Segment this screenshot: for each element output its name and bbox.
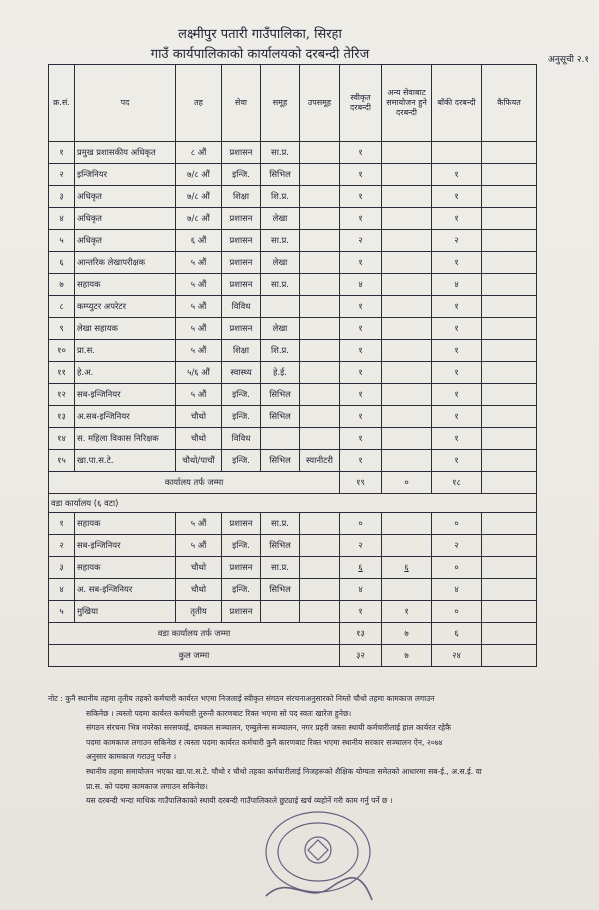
cell-subgroup <box>300 557 340 579</box>
office-rows <box>49 142 537 472</box>
cell-group: हे.ई. <box>261 362 300 384</box>
cell-post: सब-इन्जिनियर <box>75 535 176 557</box>
annex-label: अनुसूची २.१ <box>548 55 590 65</box>
cell-sanctioned: १ <box>340 450 382 472</box>
cell-sn: २ <box>49 164 75 186</box>
cell-sn: ५ <box>49 230 75 252</box>
cell-sanctioned: ० <box>340 513 382 535</box>
cell-sn: १५ <box>49 450 75 472</box>
table-row <box>49 230 537 252</box>
cell-sanctioned: ४ <box>340 579 382 601</box>
table-row <box>49 142 537 164</box>
cell-group: सिभिल <box>261 384 300 406</box>
cell-remarks <box>482 601 537 623</box>
cell-level: ८ औं <box>176 142 222 164</box>
cell-adjusted <box>382 513 432 535</box>
cell-service: प्रशासन <box>222 601 261 623</box>
cell-level: ५ औं <box>176 296 222 318</box>
cell-service: इन्जि. <box>222 164 261 186</box>
ward-total-adjusted: ७ <box>382 623 432 645</box>
cell-service: स्वास्थ्य <box>222 362 261 384</box>
cell-post: सहायक <box>75 274 176 296</box>
cell-sanctioned: १ <box>340 186 382 208</box>
cell-sn: ५ <box>49 601 75 623</box>
cell-remarks <box>482 142 537 164</box>
cell-remaining: १ <box>432 428 482 450</box>
cell-group: सिभिल <box>261 579 300 601</box>
grand-total-adjusted: ७ <box>382 645 432 667</box>
col-subgroup: उपसमूह <box>300 65 340 142</box>
cell-remaining: २ <box>432 535 482 557</box>
cell-adjusted <box>382 340 432 362</box>
cell-remarks <box>482 340 537 362</box>
cell-remarks <box>482 296 537 318</box>
cell-remarks <box>482 535 537 557</box>
cell-sn: ८ <box>49 296 75 318</box>
cell-sn: ११ <box>49 362 75 384</box>
cell-adjusted <box>382 274 432 296</box>
cell-level: ५/६ औं <box>176 362 222 384</box>
cell-level: ५ औं <box>176 340 222 362</box>
cell-adjusted <box>382 252 432 274</box>
cell-remaining: १ <box>432 164 482 186</box>
cell-level: चौथो <box>176 557 222 579</box>
cell-remarks <box>482 579 537 601</box>
col-adjusted: अन्य सेवाबाट समायोजन हुने दरबन्दी <box>382 65 432 142</box>
cell-level: ५ औं <box>176 318 222 340</box>
cell-post: सहायक <box>75 557 176 579</box>
cell-sn: ६ <box>49 252 75 274</box>
cell-group <box>261 296 300 318</box>
table-row <box>49 362 537 384</box>
cell-sn: १३ <box>49 406 75 428</box>
cell-service: इन्जि. <box>222 535 261 557</box>
cell-adjusted <box>382 296 432 318</box>
cell-level: ५ औं <box>176 535 222 557</box>
cell-remaining: १ <box>432 406 482 428</box>
cell-sn: ७ <box>49 274 75 296</box>
cell-group: सा.प्र. <box>261 274 300 296</box>
cell-level: ५ औं <box>176 384 222 406</box>
note-line: संगठन संरचना भित्र नपरेका सरसफाई, दमकल सञ्चालन, एम्बुलेन्स सञ्चालन, नगर प्रहरी जस्ता स्थायी कर्मचारीलाई हाल कार्यरत रहेकै <box>86 723 451 733</box>
cell-post: अधिकृत <box>75 230 176 252</box>
cell-remarks <box>482 428 537 450</box>
cell-remaining: ० <box>432 601 482 623</box>
cell-level: ५ औं <box>176 513 222 535</box>
cell-post: मुखिया <box>75 601 176 623</box>
cell-remarks <box>482 557 537 579</box>
cell-sn: १ <box>49 513 75 535</box>
cell-service: विविध <box>222 428 261 450</box>
cell-adjusted <box>382 450 432 472</box>
cell-adjusted <box>382 142 432 164</box>
cell-remaining: १ <box>432 208 482 230</box>
cell-group: सिभिल <box>261 450 300 472</box>
cell-post: खा.पा.स.टे. <box>75 450 176 472</box>
cell-remarks <box>482 406 537 428</box>
note-line: अनुसार कामकाज गराउनु पर्नेछ । <box>86 752 177 762</box>
cell-remaining: १ <box>432 318 482 340</box>
cell-level: ६ औं <box>176 230 222 252</box>
cell-subgroup <box>300 296 340 318</box>
cell-remarks <box>482 362 537 384</box>
table-row <box>49 579 537 601</box>
grand-total-row <box>49 645 537 667</box>
cell-remaining <box>432 142 482 164</box>
cell-group <box>261 428 300 450</box>
cell-sn: ४ <box>49 208 75 230</box>
cell-group: सिभिल <box>261 535 300 557</box>
table-row <box>49 428 537 450</box>
cell-group: सिभिल <box>261 164 300 186</box>
municipality-title: लक्ष्मीपुर पतारी गाउँपालिका, सिरहा <box>178 27 342 42</box>
cell-sn: ९ <box>49 318 75 340</box>
cell-adjusted <box>382 362 432 384</box>
staffing-table <box>48 64 537 667</box>
cell-post: लेखा सहायक <box>75 318 176 340</box>
cell-sanctioned: १ <box>340 601 382 623</box>
cell-group: सा.प्र. <box>261 230 300 252</box>
cell-subgroup <box>300 208 340 230</box>
cell-adjusted <box>382 579 432 601</box>
cell-adjusted <box>382 535 432 557</box>
cell-post: अधिकृत <box>75 186 176 208</box>
cell-level: ७/८ औं <box>176 208 222 230</box>
col-group: समूह <box>261 65 300 142</box>
ward-total-remaining: ६ <box>432 623 482 645</box>
ward-total-row <box>49 623 537 645</box>
cell-adjusted <box>382 428 432 450</box>
cell-service: प्रशासन <box>222 230 261 252</box>
cell-subgroup <box>300 252 340 274</box>
cell-remarks <box>482 513 537 535</box>
cell-post: प्रा.स. <box>75 340 176 362</box>
cell-remaining: ० <box>432 557 482 579</box>
cell-level: चौथो/पाचौं <box>176 450 222 472</box>
cell-post: कम्प्युटर अपरेटर <box>75 296 176 318</box>
cell-sanctioned: १ <box>340 296 382 318</box>
cell-subgroup <box>300 406 340 428</box>
cell-service: प्रशासन <box>222 557 261 579</box>
cell-sanctioned: ६ <box>340 557 382 579</box>
cell-service: इन्जि. <box>222 406 261 428</box>
cell-remaining: ४ <box>432 579 482 601</box>
office-total-remaining: १८ <box>432 472 482 494</box>
col-post: पद <box>75 65 176 142</box>
cell-adjusted <box>382 164 432 186</box>
note-line: यस दरबन्दी भन्दा माथिक गाउँपालिकाको स्थायी दरबन्दी गाउँपालिकाले छुट्याई खर्च व्यहोर्ने गरी काम गर्नु पर्ने छ । <box>86 796 393 806</box>
cell-subgroup <box>300 428 340 450</box>
cell-group: सा.प्र. <box>261 142 300 164</box>
cell-post: अ.सब-इन्जिनियर <box>75 406 176 428</box>
col-level: तह <box>176 65 222 142</box>
ward-section-label: वडा कार्यालय (६ वटा) <box>49 494 537 513</box>
cell-service: प्रशासन <box>222 208 261 230</box>
grand-total-sanctioned: ३२ <box>340 645 382 667</box>
cell-adjusted <box>382 384 432 406</box>
cell-remarks <box>482 164 537 186</box>
cell-sanctioned: १ <box>340 406 382 428</box>
cell-subgroup <box>300 318 340 340</box>
cell-group: शि.प्र. <box>261 186 300 208</box>
cell-remaining: २ <box>432 230 482 252</box>
cell-group: लेखा <box>261 318 300 340</box>
cell-remaining: १ <box>432 186 482 208</box>
cell-remaining: ० <box>432 513 482 535</box>
cell-sanctioned: १ <box>340 252 382 274</box>
cell-level: ७/८ औं <box>176 164 222 186</box>
cell-adjusted: १ <box>382 601 432 623</box>
cell-group: लेखा <box>261 252 300 274</box>
cell-level: चौथो <box>176 428 222 450</box>
table-row <box>49 296 537 318</box>
table-row <box>49 186 537 208</box>
cell-remaining: १ <box>432 340 482 362</box>
ward-section-row <box>49 494 537 513</box>
cell-remaining: १ <box>432 384 482 406</box>
table-row <box>49 274 537 296</box>
cell-remarks <box>482 450 537 472</box>
cell-group: सिभिल <box>261 406 300 428</box>
cell-sn: ३ <box>49 186 75 208</box>
cell-remaining: ४ <box>432 274 482 296</box>
cell-subgroup <box>300 535 340 557</box>
cell-adjusted <box>382 318 432 340</box>
col-sanctioned: स्वीकृत दरबन्दी <box>340 65 382 142</box>
note-line: स्थानीय तहमा समायोजन भएका खा.पा.स.टे. चौथो र चौथो तहका कर्मचारीलाई निजहरूको शैक्षिक योग्यता समेतको आधारमा सब-ई., अ.स.ई. वा <box>86 766 482 776</box>
cell-service: प्रशासन <box>222 274 261 296</box>
cell-subgroup <box>300 230 340 252</box>
cell-adjusted: ६ <box>382 557 432 579</box>
cell-service: शिक्षा <box>222 186 261 208</box>
office-total-label: कार्यालय तर्फ जम्मा <box>49 472 340 494</box>
cell-post: अधिकृत <box>75 208 176 230</box>
cell-subgroup <box>300 186 340 208</box>
cell-level: ५ औं <box>176 252 222 274</box>
cell-sn: १ <box>49 142 75 164</box>
cell-post: स. महिला विकास निरिक्षक <box>75 428 176 450</box>
cell-adjusted <box>382 208 432 230</box>
cell-remaining: १ <box>432 296 482 318</box>
table-header-row <box>49 65 537 142</box>
table-row <box>49 450 537 472</box>
office-total-adjusted: ० <box>382 472 432 494</box>
cell-remarks <box>482 384 537 406</box>
cell-subgroup <box>300 362 340 384</box>
cell-sanctioned: १ <box>340 362 382 384</box>
table-row <box>49 406 537 428</box>
cell-sanctioned: १ <box>340 164 382 186</box>
cell-service: प्रशासन <box>222 142 261 164</box>
cell-adjusted <box>382 186 432 208</box>
cell-sanctioned: ४ <box>340 274 382 296</box>
cell-remaining: १ <box>432 450 482 472</box>
ward-total-label: वडा कार्यालय तर्फ जम्मा <box>49 623 340 645</box>
col-remarks: कैफियत <box>482 65 537 142</box>
cell-sanctioned: १ <box>340 428 382 450</box>
table-row <box>49 340 537 362</box>
cell-remarks <box>482 252 537 274</box>
cell-service: इन्जि. <box>222 450 261 472</box>
cell-subgroup <box>300 340 340 362</box>
cell-post: अ. सब-इन्जिनियर <box>75 579 176 601</box>
cell-subgroup <box>300 142 340 164</box>
cell-group <box>261 601 300 623</box>
cell-service: प्रशासन <box>222 318 261 340</box>
table-row <box>49 535 537 557</box>
table-row <box>49 318 537 340</box>
cell-remarks <box>482 274 537 296</box>
table-row <box>49 252 537 274</box>
cell-level: ५ औं <box>176 274 222 296</box>
table-row <box>49 384 537 406</box>
note-line: सकिनेछ । त्यस्तो पदमा कार्यरत कर्मचारी तुरुन्तै कारणबाट रिक्त भएमा सो पद स्वतः खारेज हुनेछ। <box>86 708 352 718</box>
cell-level: ७/८ औं <box>176 186 222 208</box>
cell-service: विविध <box>222 296 261 318</box>
cell-remarks <box>482 186 537 208</box>
cell-subgroup <box>300 601 340 623</box>
cell-sn: ३ <box>49 557 75 579</box>
ward-total-sanctioned: १३ <box>340 623 382 645</box>
cell-level: तृतीय <box>176 601 222 623</box>
cell-level: चौथो <box>176 406 222 428</box>
note-line: पदमा कामकाज लगाउन सकिनेछ र त्यस्ता पदमा कार्यरत कर्मचारी कुनै कारणबाट रिक्त भएमा स्थानीय सरकार सञ्चालन ऐन, २०७४ <box>86 737 443 747</box>
cell-subgroup <box>300 384 340 406</box>
table-row <box>49 164 537 186</box>
document-title: गाउँ कार्यपालिकाको कार्यालयको दरबन्दी तेरिज <box>150 47 370 62</box>
cell-group: शि.प्र. <box>261 340 300 362</box>
cell-post: प्रमुख प्रशासकीय अधिकृत <box>75 142 176 164</box>
cell-group: लेखा <box>261 208 300 230</box>
cell-remaining: १ <box>432 362 482 384</box>
col-sn: क्र.सं. <box>49 65 75 142</box>
note-line: नोट : कुनै स्थानीय तहमा तृतीय तहको कर्मचारी कार्यरत भएमा निजलाई स्वीकृत संगठन संरचनाअनुसारको निम्तो चौथो तहमा कामकाज लगाउन <box>48 694 435 703</box>
cell-post: सब-इन्जिनियर <box>75 384 176 406</box>
cell-group: सा.प्र. <box>261 513 300 535</box>
cell-sanctioned: १ <box>340 142 382 164</box>
col-service: सेवा <box>222 65 261 142</box>
cell-subgroup <box>300 274 340 296</box>
official-seal-icon <box>258 804 378 904</box>
cell-service: इन्जि. <box>222 579 261 601</box>
cell-service: प्रशासन <box>222 252 261 274</box>
cell-sn: १२ <box>49 384 75 406</box>
col-remaining: बाँकी दरबन्दी <box>432 65 482 142</box>
cell-level: चौथो <box>176 579 222 601</box>
cell-subgroup <box>300 579 340 601</box>
cell-sanctioned: १ <box>340 318 382 340</box>
cell-service: प्रशासन <box>222 513 261 535</box>
ward-rows <box>49 513 537 623</box>
cell-remaining: १ <box>432 252 482 274</box>
cell-post: हे.अ. <box>75 362 176 384</box>
office-total-row <box>49 472 537 494</box>
cell-sn: ४ <box>49 579 75 601</box>
notes-block <box>48 692 568 809</box>
cell-sn: १० <box>49 340 75 362</box>
cell-remarks <box>482 208 537 230</box>
cell-post: इन्जिनियर <box>75 164 176 186</box>
cell-sn: २ <box>49 535 75 557</box>
cell-subgroup: स्यानीटरी <box>300 450 340 472</box>
cell-service: इन्जि. <box>222 384 261 406</box>
cell-sn: १४ <box>49 428 75 450</box>
cell-post: आन्तरिक लेखापरीक्षक <box>75 252 176 274</box>
cell-adjusted <box>382 230 432 252</box>
table-row <box>49 513 537 535</box>
note-line: प्रा.स. को पदमा कामकाज लगाउन सकिनेछ। <box>86 781 208 791</box>
cell-remarks <box>482 318 537 340</box>
cell-sanctioned: २ <box>340 535 382 557</box>
cell-sanctioned: २ <box>340 230 382 252</box>
cell-sanctioned: १ <box>340 384 382 406</box>
grand-total-label: कुल जम्मा <box>49 645 340 667</box>
cell-sanctioned: १ <box>340 340 382 362</box>
grand-total-remaining: २४ <box>432 645 482 667</box>
office-total-sanctioned: १९ <box>340 472 382 494</box>
table-row <box>49 557 537 579</box>
cell-group: सा.प्र. <box>261 557 300 579</box>
cell-subgroup <box>300 513 340 535</box>
table-row <box>49 601 537 623</box>
cell-sanctioned: १ <box>340 208 382 230</box>
cell-service: शिक्षा <box>222 340 261 362</box>
table-row <box>49 208 537 230</box>
cell-adjusted <box>382 406 432 428</box>
cell-subgroup <box>300 164 340 186</box>
cell-post: सहायक <box>75 513 176 535</box>
cell-remarks <box>482 230 537 252</box>
